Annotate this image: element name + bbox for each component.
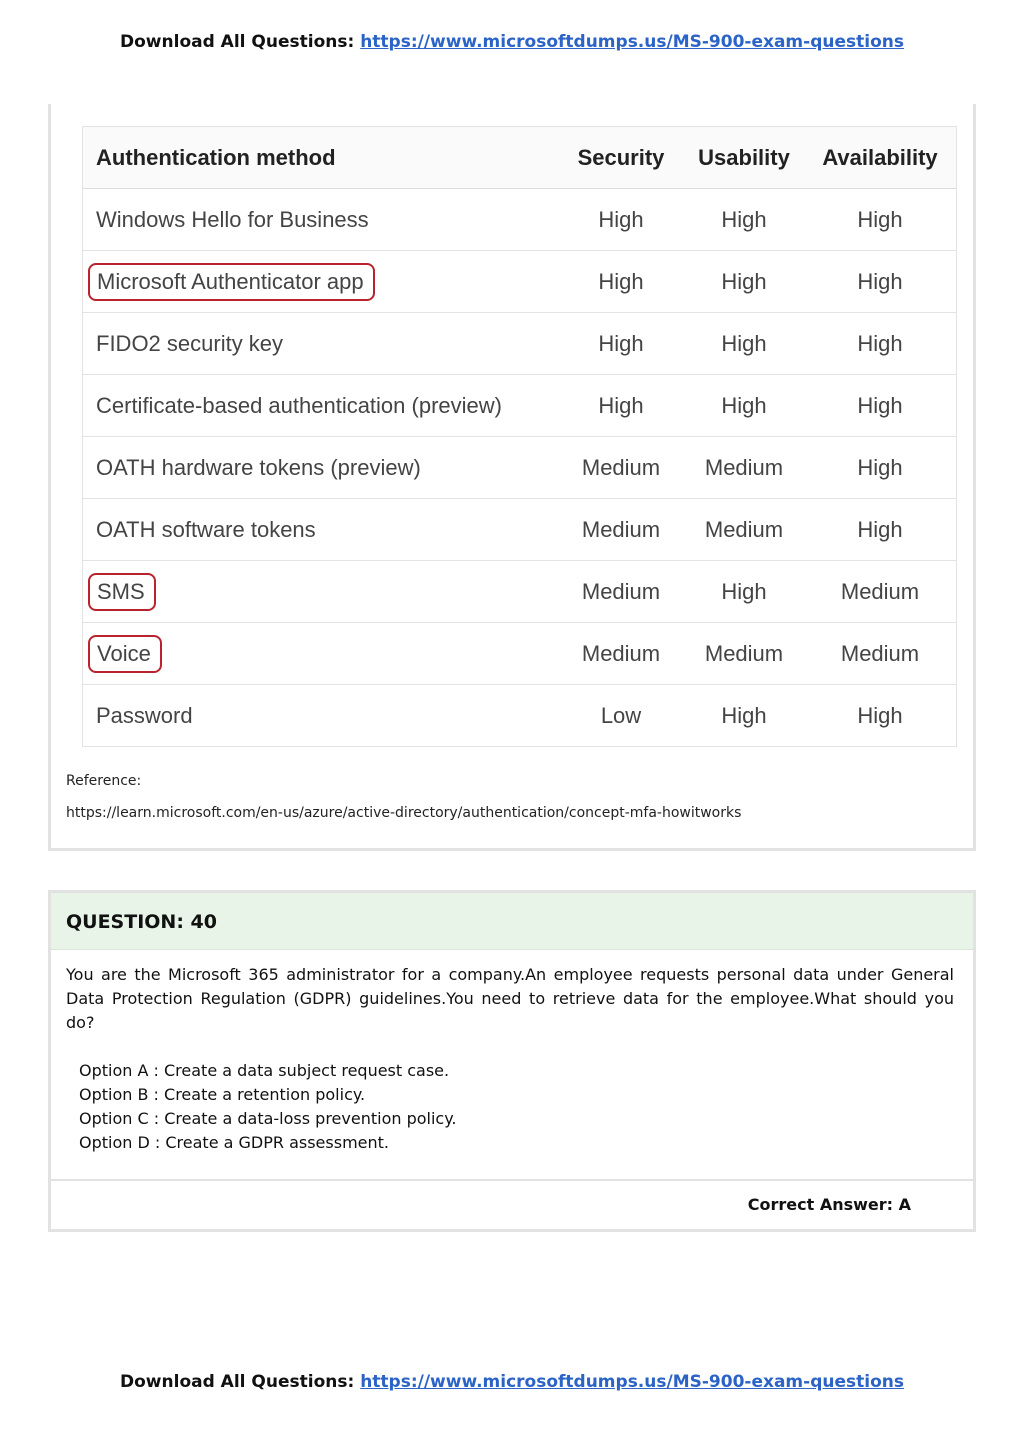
table-row (83, 499, 957, 561)
cell-availability: High (804, 375, 957, 437)
highlighted-method-label: Voice (88, 635, 162, 673)
table-row (83, 623, 957, 685)
cell-usability: Medium (684, 623, 804, 685)
cell-availability: Medium (804, 561, 957, 623)
cell-usability: High (684, 189, 804, 251)
cell-method (83, 685, 559, 747)
cell-usability: High (684, 313, 804, 375)
question-header (51, 893, 973, 950)
question-card (48, 890, 976, 1232)
cell-security: Medium (558, 561, 684, 623)
cell-availability: High (804, 499, 957, 561)
cell-availability: High (857, 702, 903, 728)
cell-availability: High (804, 437, 957, 499)
option-b: Option B : Create a retention policy. (79, 1085, 366, 1104)
cell-usability: High (721, 702, 767, 728)
table-row (83, 561, 957, 623)
cell-security: High (558, 189, 684, 251)
cell-security: Medium (558, 437, 684, 499)
cell-usability: High (684, 375, 804, 437)
cell-method (83, 251, 559, 313)
question-title: QUESTION: 40 (66, 911, 217, 933)
cell-availability: High (804, 251, 957, 313)
cell-method (83, 313, 559, 375)
cell-method (83, 561, 559, 623)
table-row (83, 437, 957, 499)
cell-security: High (558, 313, 684, 375)
cell-method (83, 189, 559, 251)
authentication-methods-table (82, 126, 957, 747)
highlighted-method-label: SMS (88, 573, 156, 611)
cell-security: Low (600, 702, 642, 728)
option-c: Option C : Create a data-loss prevention policy. (79, 1109, 457, 1128)
cell-security: High (558, 251, 684, 313)
question-text: You are the Microsoft 365 administrator for a company.An employee requests personal data under General Data Protection Regulation (GDPR) guidelines.You need to retrieve data for the employee.What should you do? (66, 965, 954, 1032)
table-row (83, 375, 957, 437)
correct-answer: Correct Answer: A (747, 1195, 911, 1214)
download-link[interactable]: https://www.microsoftdumps.us/MS-900-exam-questions (360, 32, 904, 52)
column-header-security: Security (558, 127, 684, 189)
column-header-availability: Availability (804, 127, 957, 189)
table-header-row (83, 127, 957, 189)
cell-usability: High (684, 251, 804, 313)
column-header-usability: Usability (684, 127, 804, 189)
method-label: Password (96, 702, 193, 728)
reference-label: Reference: (66, 773, 142, 789)
highlighted-method-label: Microsoft Authenticator app (88, 263, 375, 301)
download-label: Download All Questions: (120, 1372, 355, 1392)
method-label: FIDO2 security key (96, 330, 284, 356)
method-label: Windows Hello for Business (96, 206, 369, 232)
table-row (83, 685, 957, 747)
download-link[interactable]: https://www.microsoftdumps.us/MS-900-exam-questions (360, 1372, 904, 1392)
cell-availability: High (804, 313, 957, 375)
reference-url[interactable]: https://learn.microsoft.com/en-us/azure/active-directory/authentication/concept-mfa-howitworks (66, 805, 742, 821)
cell-method (83, 375, 559, 437)
cell-availability: Medium (804, 623, 957, 685)
cell-usability: High (684, 561, 804, 623)
download-header (0, 32, 1024, 52)
table-body (83, 189, 957, 747)
cell-usability: Medium (684, 499, 804, 561)
cell-usability: Medium (684, 437, 804, 499)
option-d: Option D : Create a GDPR assessment. (79, 1133, 389, 1152)
cell-method (83, 499, 559, 561)
method-label: Certificate-based authentication (preview) (96, 392, 502, 418)
option-a: Option A : Create a data subject request case. (79, 1061, 450, 1080)
cell-security: Medium (558, 623, 684, 685)
cell-availability: High (804, 189, 957, 251)
table-row (83, 189, 957, 251)
method-label: OATH hardware tokens (preview) (96, 454, 421, 480)
answer-divider (51, 1179, 973, 1181)
cell-security: Medium (558, 499, 684, 561)
method-label: OATH software tokens (96, 516, 316, 542)
options-list (79, 1059, 456, 1155)
cell-method (83, 623, 559, 685)
table-row (83, 251, 957, 313)
download-label: Download All Questions: (120, 32, 355, 52)
cell-security: High (558, 375, 684, 437)
download-footer (0, 1372, 1024, 1392)
column-header-method: Authentication method (83, 127, 559, 189)
table-row (83, 313, 957, 375)
cell-method (83, 437, 559, 499)
